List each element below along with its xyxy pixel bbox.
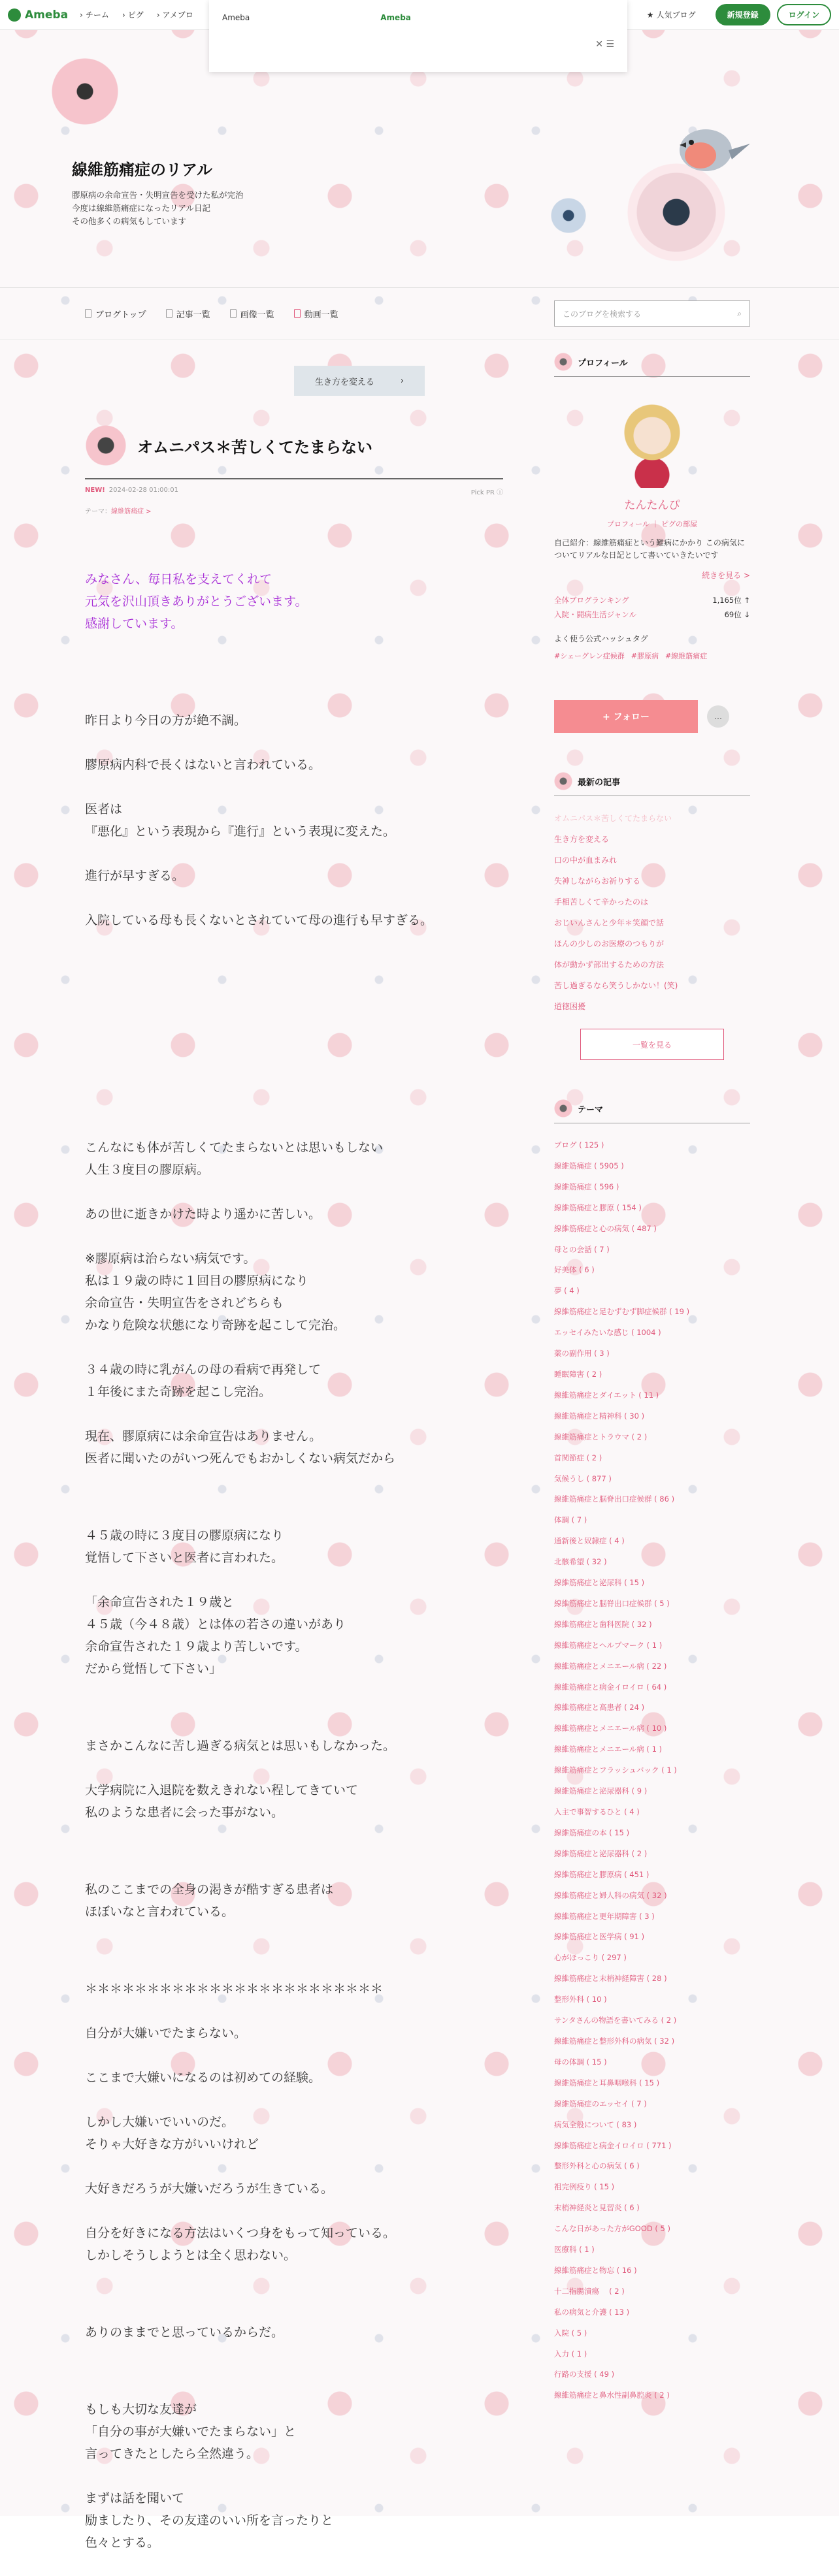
entry-meta <box>85 487 503 496</box>
recent-article-link[interactable]: オムニパス＊苦しくてたまらない <box>554 814 672 823</box>
ameba-logo[interactable]: Ameba <box>8 8 68 22</box>
pick-pr-label[interactable]: Pick PR ⓘ <box>470 489 503 496</box>
theme-link[interactable]: 薬の副作用 ( 3 ) <box>554 1349 610 1359</box>
theme-link[interactable]: 体調 ( 7 ) <box>554 1515 587 1525</box>
theme-link[interactable]: 祖完例疫り ( 15 ) <box>554 2182 615 2192</box>
profile-name[interactable]: たんたんぴ <box>624 499 680 512</box>
blog-description: 膠原病の余命宣告・失明宣告を受けた私が完治 今度は線維筋痛症になったリアル日記 その他多くの病気もしています <box>72 190 244 226</box>
hashtag-list <box>554 651 750 661</box>
theme-heading: テーマ <box>554 1099 750 1123</box>
entry-paragraph: あの世に逝きかけた時より遥かに苦しい。 <box>85 1207 321 1221</box>
recent-article-link[interactable]: 体が動かず部出するための方法 <box>554 960 665 969</box>
hashtag-title: よく使う公式ハッシュタグ <box>554 634 648 643</box>
entry-paragraph: 進行が早すぎる。 <box>85 869 185 883</box>
ameba-frog-icon <box>8 8 21 22</box>
view-list-button[interactable]: 一覧を見る <box>580 1029 724 1060</box>
document-icon <box>166 309 173 318</box>
entry-paragraph: まさかこんなに苦し過ぎる病気とは思いもしなかった。 <box>85 1739 396 1753</box>
entry-paragraph: みなさん、毎日私を支えてくれて 元気を沢山頂きありがとうございます。 感謝しています。 <box>85 572 308 631</box>
entry-paragraph: ここまで大嫌いになるのは初めての経験。 <box>85 2070 321 2085</box>
nav-pigg[interactable]: › ピグ <box>122 10 144 20</box>
nav-team[interactable]: › チーム <box>80 10 109 20</box>
entry-paragraph: 昨日より今日の方が絶不調。 <box>85 713 247 728</box>
theme-link[interactable]: 線維筋痛症と膠原 ( 154 ) <box>554 1202 642 1212</box>
blog-search-input[interactable]: このブログを検索する ⌕ <box>554 300 750 327</box>
theme-link[interactable]: 北骸希望 ( 32 ) <box>554 1557 607 1567</box>
entry-paragraph: 膠原病内科で長くはないと言われている。 <box>85 758 321 772</box>
theme-link[interactable]: 整形外科 ( 10 ) <box>554 1995 607 2004</box>
theme-link[interactable]: 病気全般について ( 83 ) <box>554 2119 637 2129</box>
theme-link[interactable]: 線維筋痛症と心の病気 ( 487 ) <box>554 1223 657 1233</box>
theme-link[interactable]: 線維筋痛症 ( 5905 ) <box>554 1161 624 1170</box>
theme-link[interactable]: 線維筋痛症のエッセイ ( 7 ) <box>554 2099 647 2108</box>
flower-icon <box>554 353 572 371</box>
theme-link[interactable]: 線維筋痛症 > <box>111 508 152 515</box>
theme-link[interactable]: 線維筋痛症と歯科医院 ( 32 ) <box>554 1619 652 1629</box>
theme-link[interactable]: 心がほっこり ( 297 ) <box>554 1953 627 1963</box>
theme-link[interactable]: 線維筋痛症と泌尿器科 ( 9 ) <box>554 1786 648 1796</box>
theme-link[interactable]: 母との会話 ( 7 ) <box>554 1244 610 1254</box>
entry-paragraph: しかし大嫌いでいいのだ。 そりゃ大好きな方がいいけれど <box>85 2115 259 2151</box>
nav-videos[interactable]: 動画一覧 <box>294 308 338 320</box>
blog-header <box>0 72 839 287</box>
entry-paragraph: こんなにも体が苦しくてたまらないとは思いもしない 人生３度目の膠原病。 <box>85 1140 384 1177</box>
flower-icon <box>85 425 127 466</box>
login-button[interactable]: ログイン <box>777 4 831 25</box>
theme-link[interactable]: 線維筋痛症と脳脊出口症候群 ( 5 ) <box>554 1598 670 1608</box>
theme-link[interactable]: 好美体 ( 6 ) <box>554 1265 595 1275</box>
video-icon <box>294 309 301 318</box>
entry-paragraph: ４５歳の時に３度目の膠原病になり 覚悟して下さいと医者に言われた。 <box>85 1528 284 1565</box>
theme-list <box>554 1135 750 2406</box>
theme-link[interactable]: 十二指腸潰瘍 ( 2 ) <box>554 2286 625 2296</box>
theme-link[interactable]: 線維筋痛症と泌尿科 ( 15 ) <box>554 1578 645 1588</box>
recent-article-link[interactable]: 道徳困擾 <box>554 1002 586 1011</box>
entry-theme: テーマ：線維筋痛症 > <box>85 508 152 515</box>
theme-link[interactable]: 線維筋痛症と耳鼻咽喉科 ( 15 ) <box>554 2078 660 2087</box>
search-icon: ⌕ <box>737 308 742 318</box>
entry-paragraph: ３４歳の時に乳がんの母の看病で再発して １年後にまた奇跡を起こし完治。 <box>85 1362 321 1399</box>
ameba-menu-dropdown <box>209 0 627 72</box>
more-options-button[interactable]: … <box>707 705 729 728</box>
theme-link[interactable]: 線維筋痛症と病金イロイロ ( 771 ) <box>554 2140 672 2150</box>
theme-link[interactable]: 線維筋痛症と足むずむず脚症候群 ( 19 ) <box>554 1307 690 1317</box>
profile-more-link[interactable]: 続きを見る > <box>702 571 750 580</box>
recent-article-link[interactable]: 生き方を変える <box>554 835 610 844</box>
theme-link[interactable]: 睡眠障害 ( 2 ) <box>554 1369 602 1379</box>
flower-icon <box>554 772 572 790</box>
nav-blog-top[interactable]: ブログトップ <box>85 308 146 320</box>
theme-link[interactable]: 線維筋痛症とメニエール病 ( 22 ) <box>554 1661 667 1671</box>
hashtag-link[interactable]: #膠原病 <box>631 652 659 660</box>
entry-paragraph: 「余命宣告された１９歳と ４５歳（今４８歳）とは体の若さの違いがあり 余命宣告された１９歳より苦しいです。 だから覚悟して下さい」 <box>85 1595 346 1676</box>
bird-illustration <box>660 105 751 189</box>
theme-link[interactable]: 線維筋痛症とメニエール病 ( 10 ) <box>554 1724 667 1733</box>
theme-link[interactable]: ブログ ( 125 ) <box>554 1140 604 1150</box>
nav-ameblo[interactable]: › アメブロ <box>156 10 193 20</box>
theme-link[interactable]: 線維筋痛症とメニエール病 ( 1 ) <box>554 1745 663 1754</box>
new-badge: NEW! <box>85 487 105 494</box>
recent-heading: 最新の記事 <box>554 772 750 796</box>
entry-date: 2024-02-28 01:00:01 <box>108 487 179 494</box>
entry-paragraph: ※膠原病は治らない病気です。 私は１９歳の時に１回目の膠原病になり 余命宣告・失明宣告をされどちらも かなり危険な状態になり奇跡を起こして完治。 <box>85 1251 346 1332</box>
theme-link[interactable]: 線維筋痛症と更年期障害 ( 3 ) <box>554 1911 655 1921</box>
theme-link[interactable]: 線維筋痛症と末梢神経障害 ( 28 ) <box>554 1974 667 1984</box>
entry-paragraph: 自分を好きになる方法はいくつ身をもって知っている。 しかしそうしようとは全く思わない。 <box>85 2226 396 2262</box>
close-icon[interactable]: ✕ ☰ <box>595 39 614 50</box>
sidebar <box>554 353 750 2406</box>
entry-paragraph: 大学病院に入退院を数えきれない程してきていて 私のような患者に会った事がない。 <box>85 1783 359 1820</box>
profile-links[interactable]: プロフィール ｜ ピグの部屋 <box>607 520 697 528</box>
theme-link[interactable]: 入主で事智するひと ( 4 ) <box>554 1807 640 1816</box>
entry-title[interactable]: オムニパス＊苦しくてたまらない <box>137 438 372 457</box>
entry-paragraph: 医者は 『悪化』という表現から『進行』という表現に変えた。 <box>85 802 396 839</box>
theme-link[interactable]: 線維筋痛症と高患者 ( 24 ) <box>554 1703 645 1713</box>
dropdown-label: Ameba <box>222 13 250 22</box>
theme-link[interactable]: 線維筋痛症と膠原病 ( 451 ) <box>554 1869 650 1879</box>
theme-link[interactable]: 整形外科と心の病気 ( 6 ) <box>554 2161 640 2171</box>
theme-link[interactable]: 首関節症 ( 2 ) <box>554 1453 602 1462</box>
avatar[interactable] <box>616 403 688 488</box>
profile-heading: プロフィール <box>554 353 750 377</box>
entry-header <box>85 425 503 479</box>
entry-paragraph: ＊＊＊＊＊＊＊＊＊＊＊＊＊＊＊＊＊＊＊＊＊＊＊＊ <box>85 1982 384 1996</box>
register-button[interactable]: 新規登録 <box>716 4 770 25</box>
hashtag-link[interactable]: #線維筋痛症 <box>665 652 708 660</box>
flower-icon <box>554 1099 572 1118</box>
theme-link[interactable]: サンタさんの物語を書いてみる ( 2 ) <box>554 2016 677 2025</box>
recent-article-link[interactable]: 失神しながらお祈りする <box>554 877 641 886</box>
theme-link[interactable]: 医療科 ( 1 ) <box>554 2245 595 2255</box>
main-article <box>85 353 503 2550</box>
follow-button[interactable]: + フォロー <box>554 700 698 733</box>
chevron-right-icon: › <box>400 376 404 386</box>
theme-link[interactable]: 線維筋痛症と泌尿器科 ( 2 ) <box>554 1848 648 1858</box>
dropdown-ameba-link[interactable]: Ameba <box>380 13 411 22</box>
theme-link[interactable]: 通新後と奴隷症 ( 4 ) <box>554 1536 625 1546</box>
star-icon: ★ <box>646 10 654 20</box>
theme-link[interactable]: 線維筋痛症とダイエット ( 11 ) <box>554 1390 659 1400</box>
theme-link[interactable]: 線維筋痛症と物忘 ( 16 ) <box>554 2265 637 2275</box>
hashtag-link[interactable]: #シェーグレン症候群 <box>554 652 625 660</box>
entry-paragraph: 自分が大嫌いでたまらない。 <box>85 2026 247 2040</box>
theme-link[interactable]: 私の病気と介護 ( 13 ) <box>554 2307 630 2317</box>
theme-link[interactable]: 線維筋痛症と病金イロイロ ( 64 ) <box>554 1682 667 1692</box>
entry-paragraph: まずは話を聞いて 励ましたり、その友達のいい所を言ったりと 色々とする。 <box>85 2491 334 2550</box>
theme-link[interactable]: 線維筋痛症とヘルプマーク ( 1 ) <box>554 1640 663 1650</box>
theme-link[interactable]: 母の体調 ( 15 ) <box>554 2057 607 2067</box>
theme-link[interactable]: 線維筋痛症と鼻水性副鼻腔炎 ( 2 ) <box>554 2391 670 2400</box>
entry-paragraph: 現在、膠原病には余命宣告はありません。 医者に聞いたのがいつ死んでもおかしくない病気だから <box>85 1429 396 1466</box>
theme-link[interactable]: こんな日があった方がGOOD ( 5 ) <box>554 2224 671 2234</box>
theme-link[interactable]: 線維筋痛症と脳脊出口症候群 ( 86 ) <box>554 1494 675 1504</box>
profile-intro: 自己紹介：線維筋痛症という難病にかかり この病気についてリアルな日記として書いていきたいです <box>554 538 745 560</box>
theme-link[interactable]: 線維筋痛症 ( 596 ) <box>554 1182 619 1191</box>
theme-link[interactable]: 線維筋痛症と医学病 ( 91 ) <box>554 1932 645 1942</box>
follow-row <box>554 700 750 733</box>
entry-paragraph: 私のここまでの全身の渇きが酷すぎる患者は ほぼいなと言われている。 <box>85 1882 334 1919</box>
entry-paragraph: もしも大切な友達が 「自分の事が大嫌いでたまらない」と 言ってきたとしたら全然違う。 <box>85 2402 297 2461</box>
recent-article-link[interactable]: 口の中が血まみれ <box>554 856 617 865</box>
theme-link[interactable]: 入力 ( 1 ) <box>554 2349 587 2359</box>
entry-paragraph: 入院している母も長くないとされていて母の進行も早すぎる。 <box>85 913 433 927</box>
blog-title[interactable]: 線維筋痛症のリアル <box>72 161 213 179</box>
theme-link[interactable]: 夢 ( 4 ) <box>554 1286 580 1296</box>
recent-articles-list <box>554 808 750 1017</box>
entry-paragraph: 大好きだろうが大嫌いだろうが生きている。 <box>85 2182 334 2196</box>
ranking-row[interactable]: 入院・闘病生活ジャンル 69位 ↓ <box>554 610 750 619</box>
theme-link[interactable]: 線維筋痛症と婦人科の病気 ( 32 ) <box>554 1890 667 1900</box>
theme-link[interactable]: 線維筋痛症と整形外科の病気 ( 32 ) <box>554 2036 675 2046</box>
prev-article-button[interactable]: 生き方を変える › <box>294 366 425 396</box>
home-icon <box>85 309 91 318</box>
theme-link[interactable]: エッセイみたいな感じ ( 1004 ) <box>554 1328 661 1338</box>
ranking-row[interactable]: 全体ブログランキング 1,165位 ↑ <box>554 596 750 605</box>
nav-articles[interactable]: 記事一覧 <box>166 308 210 320</box>
theme-link[interactable]: 線維筋痛症と精神科 ( 30 ) <box>554 1411 645 1421</box>
popular-blog-link[interactable]: ★ 人気ブログ <box>646 10 696 20</box>
recent-article-link[interactable]: ほんの少しのお医療のつもりが <box>554 939 665 948</box>
theme-link[interactable]: 末梢神経炎と見習炎 ( 6 ) <box>554 2203 640 2213</box>
recent-article-link[interactable]: 苦し過ぎるなら笑うしかない！(笑) <box>554 981 678 990</box>
entry-paragraph: ありのままでと思っているからだ。 <box>85 2325 284 2340</box>
recent-article-link[interactable]: おじいんさんと少年＊笑顔で話 <box>554 918 665 927</box>
theme-link[interactable]: 気候うし ( 877 ) <box>554 1473 612 1483</box>
theme-link[interactable]: 線維筋痛症とトラウマ ( 2 ) <box>554 1432 648 1441</box>
theme-link[interactable]: 入院 ( 5 ) <box>554 2328 587 2338</box>
theme-link[interactable]: 行路の支援 ( 49 ) <box>554 2370 615 2379</box>
theme-link[interactable]: 線維筋痛症とフラッシュバック ( 1 ) <box>554 1765 677 1775</box>
image-icon <box>230 309 237 318</box>
theme-link[interactable]: 線維筋痛症の本 ( 15 ) <box>554 1827 630 1837</box>
entry-body <box>85 568 477 2576</box>
nav-images[interactable]: 画像一覧 <box>230 308 274 320</box>
recent-article-link[interactable]: 手相苦しくて辛かったのは <box>554 897 649 907</box>
